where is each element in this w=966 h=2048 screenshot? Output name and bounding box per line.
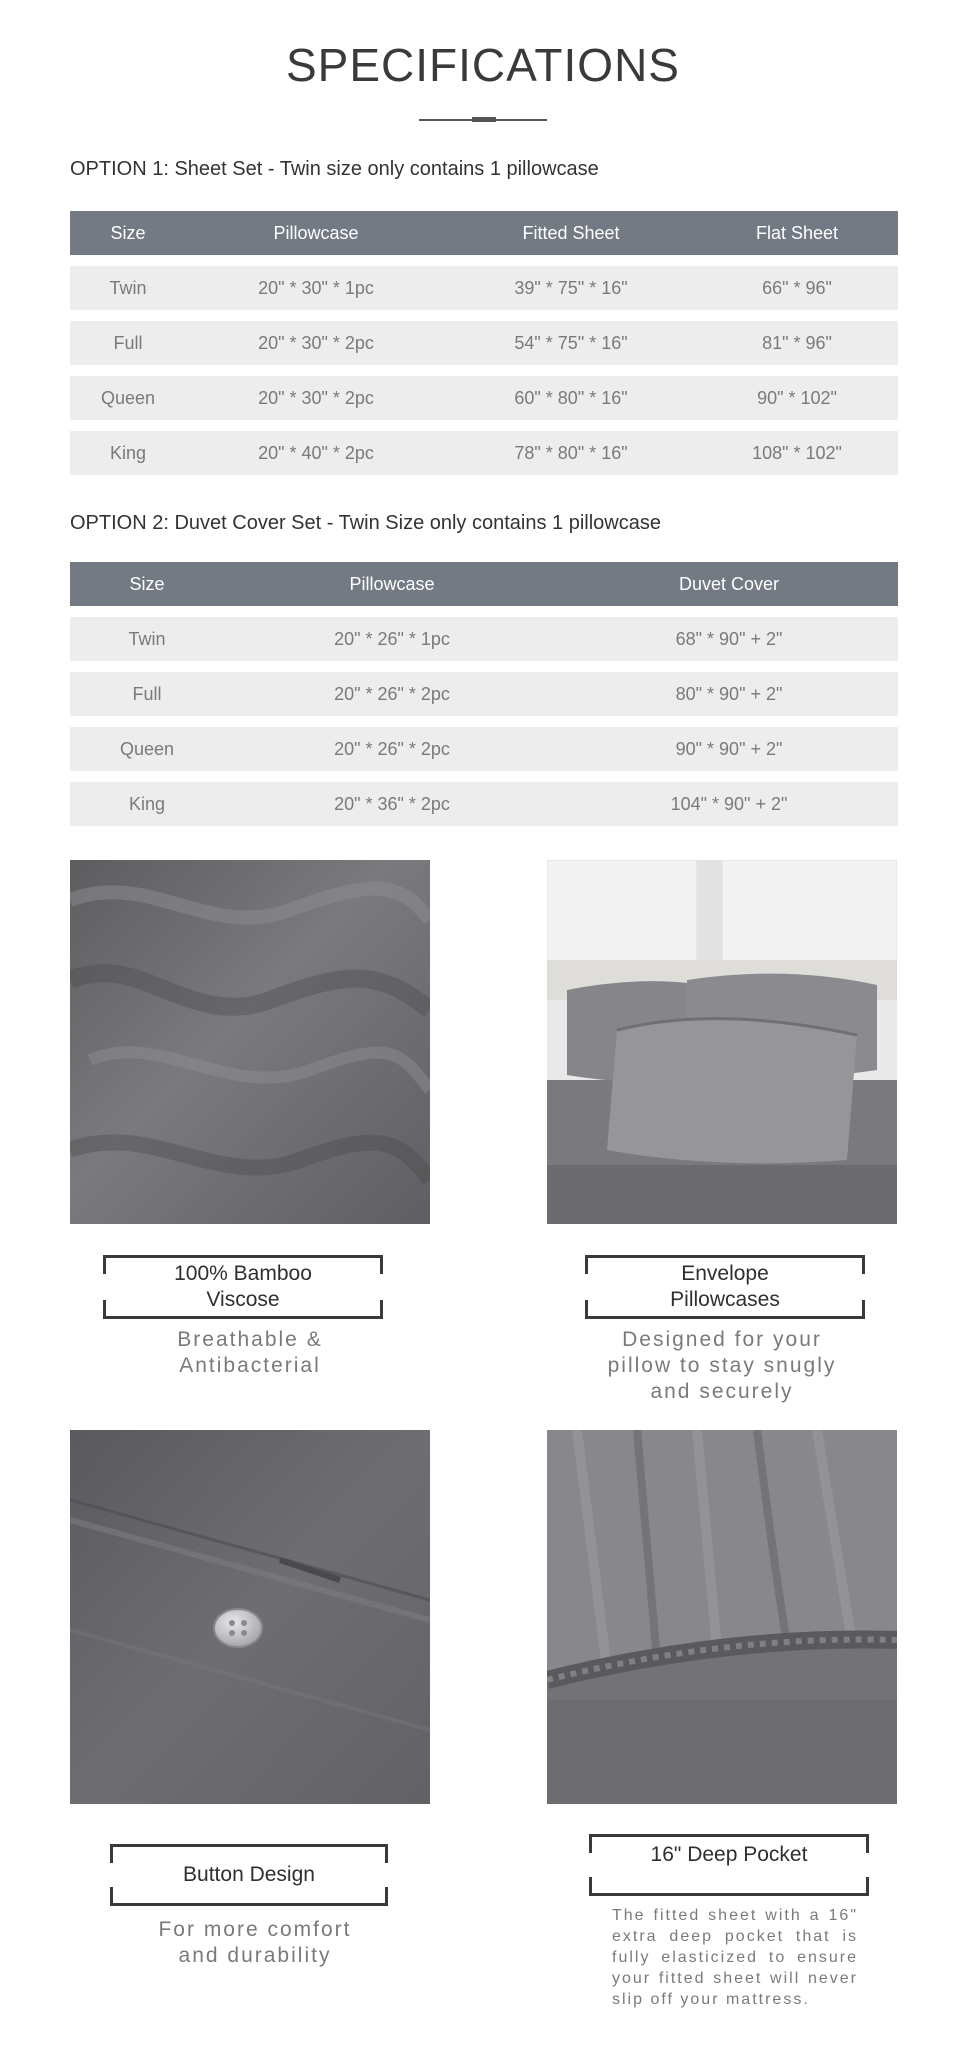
table-cell: 20" * 30" * 2pc: [258, 388, 374, 408]
feature-title: Pillowcases: [670, 1288, 780, 1311]
table-cell: 81" * 96": [762, 333, 832, 353]
feature-title-frame: [589, 1834, 869, 1896]
table-cell: Queen: [100, 388, 156, 408]
table-row: [70, 617, 898, 661]
table-cell: King: [109, 443, 147, 463]
header-cell: Duvet Cover: [678, 574, 780, 594]
table-row: [70, 782, 898, 826]
header-cell: Size: [129, 574, 165, 594]
table-cell: 20" * 36" * 2pc: [334, 794, 450, 814]
table-row: [70, 672, 898, 716]
feature-title-frame: [103, 1255, 383, 1319]
feature-description: pillow to stay snugly: [607, 1354, 837, 1377]
table-cell: 90" * 90" + 2": [675, 739, 783, 759]
table-cell: 20" * 26" * 2pc: [334, 684, 450, 704]
table-cell: 104" * 90" + 2": [670, 794, 788, 814]
option1-heading: OPTION 1: Sheet Set - Twin size only contains 1 pillowcase: [70, 158, 599, 180]
header-cell: Pillowcase: [349, 574, 435, 594]
header-cell: Flat Sheet: [755, 223, 839, 243]
table-cell: 20" * 26" * 2pc: [334, 739, 450, 759]
feature-description: and durability: [178, 1944, 332, 1967]
table-cell: 90" * 102": [757, 388, 837, 408]
feature-title-frame: [585, 1255, 865, 1319]
feature-title: Viscose: [206, 1288, 280, 1311]
table-row: [70, 727, 898, 771]
table-cell: 68" * 90" + 2": [675, 629, 783, 649]
table-cell: 20" * 40" * 2pc: [258, 443, 374, 463]
table-cell: Twin: [128, 629, 166, 649]
table-cell: Full: [113, 333, 143, 353]
feature-title-frame: [110, 1844, 388, 1906]
header-cell: Fitted Sheet: [522, 223, 620, 243]
feature-description: For more comfort: [158, 1918, 352, 1941]
button-closeup-image: [70, 1430, 430, 1804]
feature-description: Antibacterial: [179, 1354, 321, 1377]
table-cell: King: [128, 794, 166, 814]
table-cell: 60" * 80" * 16": [514, 388, 628, 408]
table-row: [70, 376, 898, 420]
table-cell: Full: [132, 684, 162, 704]
feature-description: The fitted sheet with a 16" extra deep pocket that is fully elasticized to ensure your fitted sheet will never slip off your mattress.: [612, 1907, 858, 2008]
table-cell: 80" * 90" + 2": [675, 684, 783, 704]
table-row: [70, 321, 898, 365]
feature-title: 100% Bamboo: [174, 1262, 312, 1285]
table-cell: 108" * 102": [752, 443, 842, 463]
table-row: [70, 431, 898, 475]
title-divider-accent: [472, 117, 496, 122]
table-header-row: [70, 562, 898, 606]
bed-pillows-image: [547, 860, 897, 1224]
table-cell: 20" * 30" * 2pc: [258, 333, 374, 353]
feature-description: Breathable &: [177, 1328, 323, 1351]
page-title: SPECIFICATIONS: [286, 39, 680, 91]
feature-description: and securely: [650, 1380, 794, 1403]
header-cell: Pillowcase: [273, 223, 359, 243]
feature-title: 16" Deep Pocket: [650, 1843, 808, 1866]
table-cell: 20" * 30" * 1pc: [258, 278, 374, 298]
table-cell: 78" * 80" * 16": [514, 443, 628, 463]
table-row: [70, 266, 898, 310]
table-cell: Queen: [119, 739, 175, 759]
table-cell: 54" * 75" * 16": [514, 333, 628, 353]
table-header-row: [70, 211, 898, 255]
elastic-corner-image: [547, 1430, 897, 1804]
table-cell: 20" * 26" * 1pc: [334, 629, 450, 649]
option2-heading: OPTION 2: Duvet Cover Set - Twin Size only contains 1 pillowcase: [70, 512, 661, 534]
table-cell: Twin: [109, 278, 147, 298]
table-cell: 39" * 75" * 16": [514, 278, 628, 298]
feature-description: Designed for your: [622, 1328, 822, 1351]
feature-title: Envelope: [681, 1262, 769, 1285]
feature-title: Button Design: [183, 1863, 315, 1886]
table-cell: 66" * 96": [762, 278, 832, 298]
fabric-folds-image: [70, 860, 430, 1224]
header-cell: Size: [110, 223, 146, 243]
